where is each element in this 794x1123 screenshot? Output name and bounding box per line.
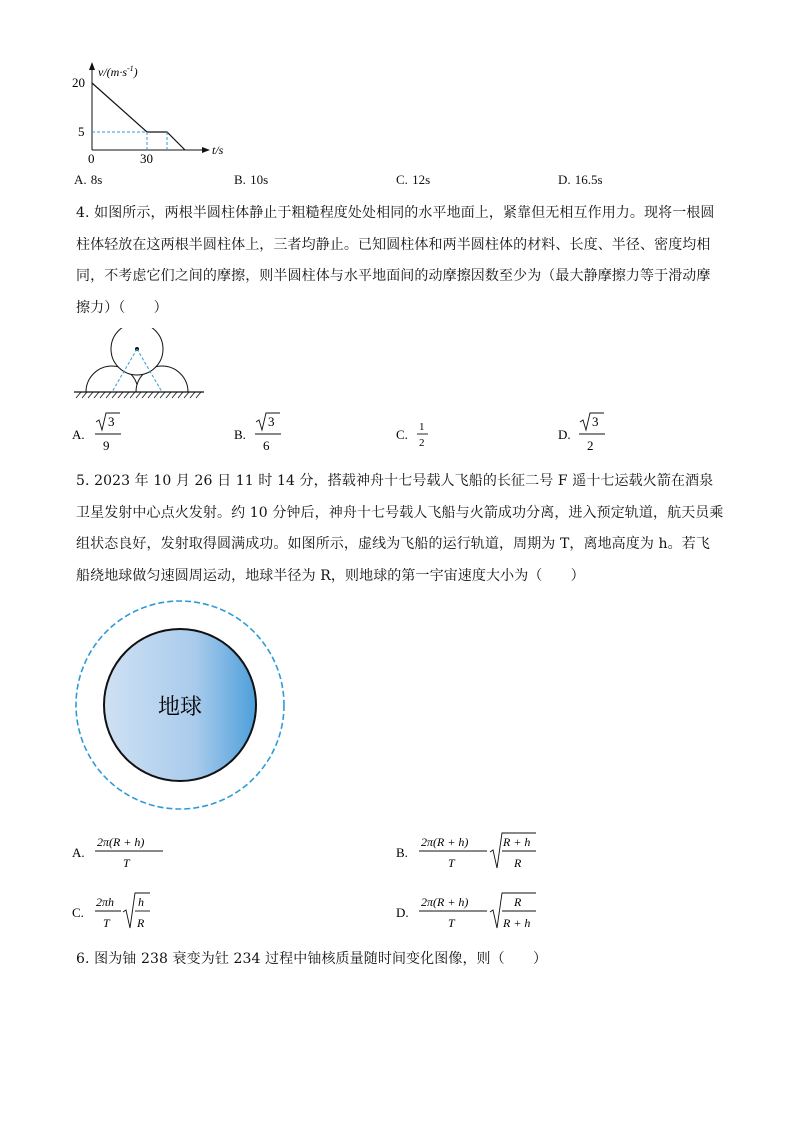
svg-text:h: h [138,895,144,909]
svg-text:A.: A. [72,427,85,442]
q5-options [70,826,550,938]
q5-option-d[interactable] [396,893,536,930]
y-tick-5: 5 [78,124,85,139]
top-cylinder [111,328,163,375]
q4-option-d[interactable] [558,413,605,453]
y-axis-label: $v/(m\cdot s^{-1})$ [98,64,138,79]
svg-text:6: 6 [263,438,270,453]
cylinders-figure [72,328,206,402]
svg-text:T: T [123,856,130,870]
svg-text:T: T [103,916,110,930]
svg-text:2π(R + h): 2π(R + h) [421,835,469,849]
x-axis-label: t/s [212,143,224,157]
q3-option-c[interactable]: C. 12s [396,172,431,187]
svg-text:3: 3 [592,414,599,429]
earth-label: 地球 [158,694,203,719]
x-tick-0: 0 [88,151,95,166]
earth-orbit-figure [70,598,290,818]
y-axis-arrow [89,62,95,70]
svg-text:R: R [514,856,522,870]
svg-text:C.: C. [396,427,408,442]
svg-text:2: 2 [587,438,594,453]
svg-text:B.: B. [396,845,408,860]
svg-text:T: T [448,916,455,930]
svg-text:3: 3 [268,414,275,429]
svg-text:2π(R + h): 2π(R + h) [97,835,145,849]
y-tick-20: 20 [72,75,85,90]
question-6-text: 6. 图为铀 238 衰变为钍 234 过程中铀核质量随时间变化图像，则（ ） [76,951,548,967]
q4-option-a[interactable] [72,413,121,453]
q3-option-b[interactable]: B. 10s [234,172,269,187]
x-axis-arrow [202,147,210,153]
svg-text:2πh: 2πh [96,895,115,909]
svg-text:T: T [448,856,455,870]
svg-text:R: R [514,895,522,909]
q4-option-c[interactable] [396,421,428,449]
svg-text:B.: B. [234,427,246,442]
svg-text:2π(R + h): 2π(R + h) [421,895,469,909]
svg-text:C.: C. [72,905,84,920]
question-5-text: 5. 2023 年 10 月 26 日 11 时 14 分，搭载神舟十七号载人飞船的长征二号 F 遥十七运载火箭在酒泉卫星发射中心点火发射。约 10 分钟后，神舟十七号载人飞船与火箭成功分离，进入预定轨道，航天员乘组状态良好，发射取得圆满成功。如图所示，虚线为飞船的运行轨道，周期为 T，离地高度为 h。若飞船绕地球做匀速圆周运动，地球半径为 R，则地球的第一宇宙速度大小为（ ） [76,473,724,584]
q4-options [70,410,630,460]
q5-option-a[interactable] [72,835,163,870]
ground-hatching [76,392,201,398]
q5-option-c[interactable] [72,893,150,930]
svg-text:R + h: R + h [503,835,531,849]
velocity-curve [92,83,185,150]
svg-text:2: 2 [419,437,425,449]
x-tick-30: 30 [140,151,153,166]
svg-text:R + h: R + h [503,916,531,930]
svg-text:D.: D. [558,427,571,442]
question-4-text: 4. 如图所示，两根半圆柱体静止于粗糙程度处处相同的水平地面上，紧靠但无相互作用力。现将一根圆柱体轻放在这两根半圆柱体上，三者均静止。已知圆柱体和两半圆柱体的材料、长度、半径、密度均相同，不考虑它们之间的摩擦，则半圆柱体与水平地面间的动摩擦因数至少为（最大静摩擦力等于滑动摩擦力）（ ） [76,205,715,316]
velocity-time-graph [70,58,240,168]
q4-option-b[interactable] [234,413,281,453]
q3-option-d[interactable]: D. 16.5s [558,172,603,187]
q3-option-a[interactable]: A. 8s [74,172,103,187]
svg-text:3: 3 [108,414,115,429]
q5-option-b[interactable] [396,833,536,870]
svg-text:A.: A. [72,845,85,860]
svg-text:R: R [137,916,145,930]
svg-text:D.: D. [396,905,409,920]
svg-text:9: 9 [103,438,110,453]
svg-text:1: 1 [419,421,425,433]
